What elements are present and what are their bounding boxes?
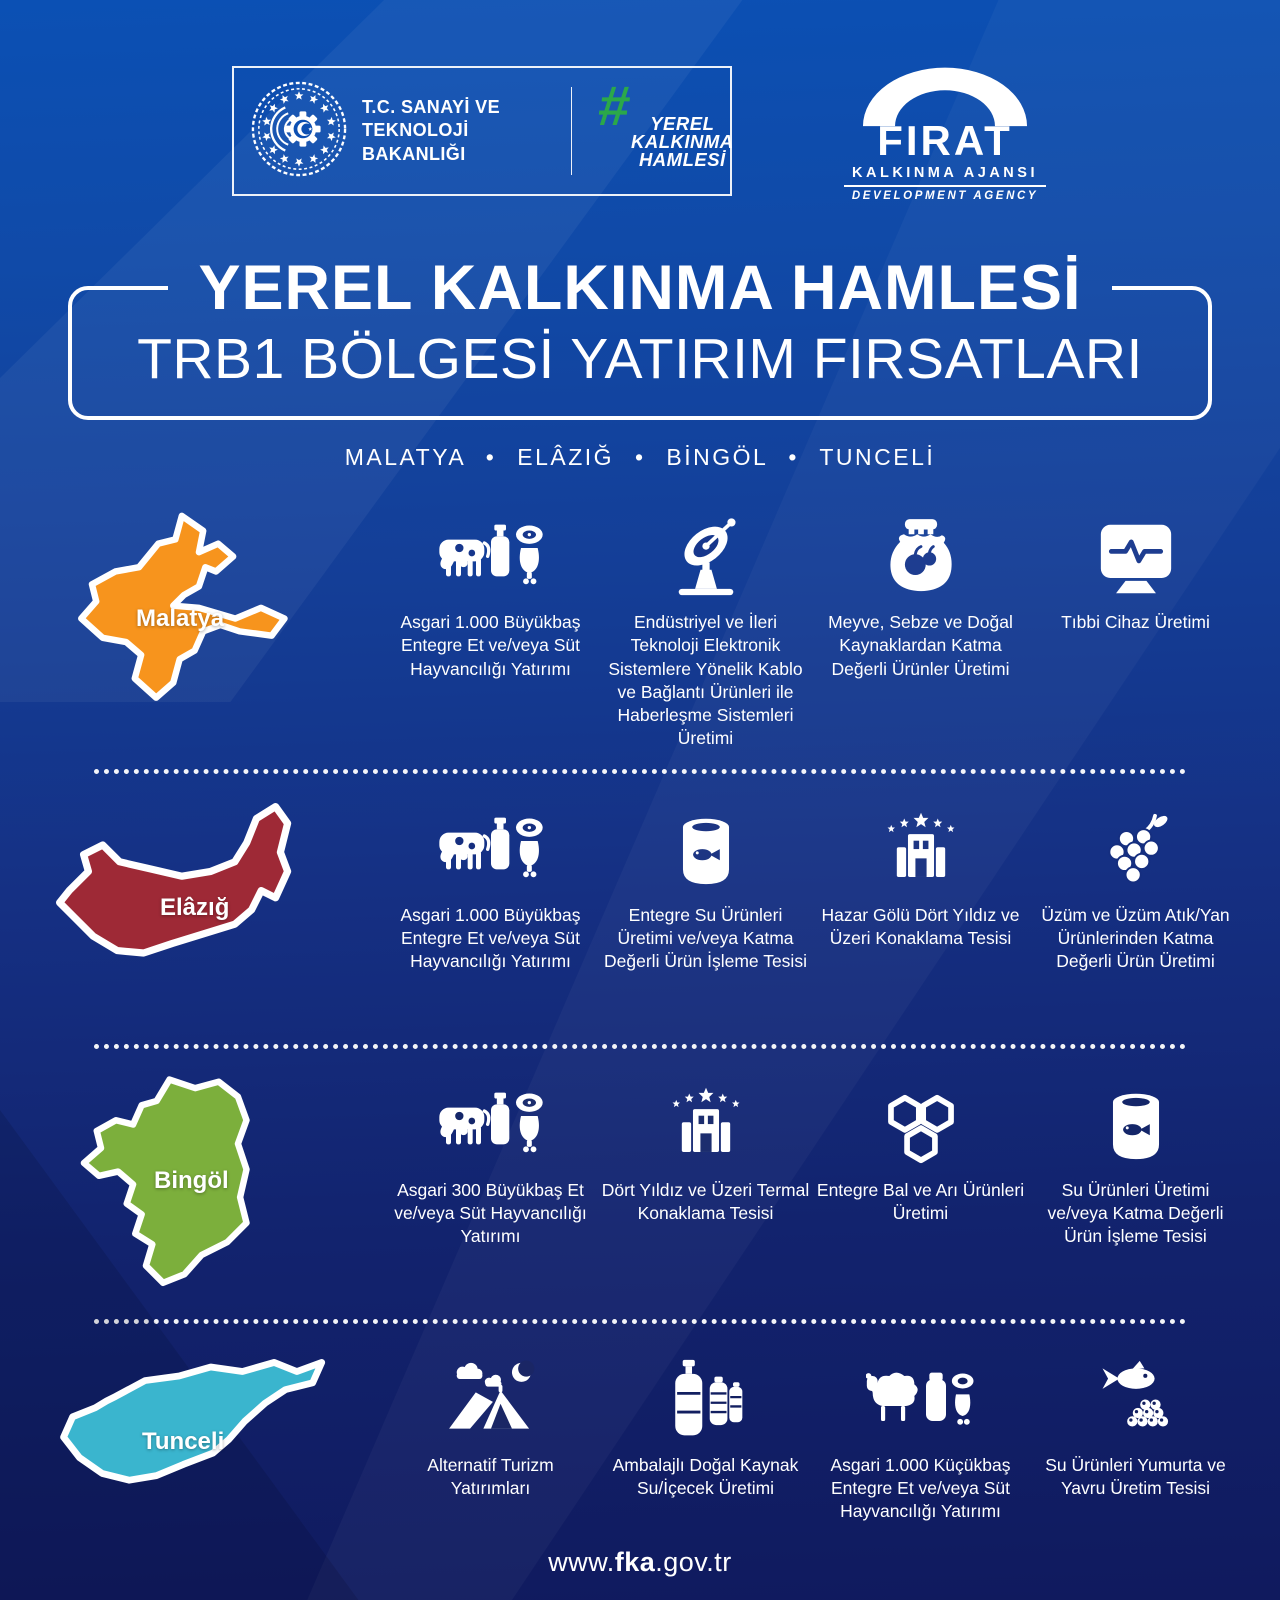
hotel-stars-icon — [664, 1077, 748, 1165]
satellite-dish-icon — [664, 509, 748, 597]
yerel-kalkinma-hamlesi-logo — [595, 74, 734, 183]
agency-rule — [844, 185, 1046, 187]
investment-item — [816, 1346, 1025, 1524]
investment-label: Entegre Bal ve Arı Ürünleri Üretimi — [816, 1179, 1025, 1223]
investment-item — [601, 503, 810, 751]
investment-item — [816, 503, 1025, 681]
hashtag-icon: # — [595, 74, 633, 137]
agency-subtitle-tr: KALKINMA AJANSI — [852, 165, 1038, 181]
investment-label: Meyve, Sebze ve Doğal Kaynaklardan Katma Değerli Ürünler Üretimi — [828, 612, 1013, 679]
footer-url-prefix: www. — [548, 1547, 615, 1577]
investment-item — [386, 796, 595, 974]
investment-item — [386, 503, 595, 681]
header — [0, 0, 1280, 212]
investment-item — [816, 1071, 1025, 1226]
investment-label: Su Ürünleri Yumurta ve Yavru Üretim Tesisi — [1045, 1454, 1226, 1498]
hashtag-word: YEREL — [650, 113, 715, 134]
investment-label: Su Ürünleri Üretimi ve/veya Katma Değerli Ürün İşleme Tesisi — [1047, 1179, 1224, 1247]
investment-label: Endüstriyel ve İleri Teknoloji Elektronik Sistemlere Yönelik Kablo ve Bağlantı Ürünleri ile Haberleşme Sistemleri Üretimi — [608, 612, 803, 749]
investment-label: Hazar Gölü Dört Yıldız ve Üzeri Konaklama Tesisi — [821, 904, 1020, 948]
investment-item — [816, 796, 1025, 951]
investment-item — [1031, 1346, 1240, 1501]
investment-item — [601, 1071, 810, 1226]
water-bottles-icon — [667, 1352, 745, 1440]
page-subtitle: TRB1 BÖLGESİ YATIRIM FIRSATLARI — [137, 327, 1143, 391]
ministry-emblem-icon — [250, 80, 348, 183]
medical-monitor-icon — [1094, 509, 1178, 597]
ministry-name-line2: TEKNOLOJİ BAKANLIĞI — [362, 120, 469, 164]
fish-roe-icon — [1092, 1352, 1180, 1440]
jam-jar-icon — [885, 509, 957, 597]
investment-item — [386, 1071, 595, 1249]
cattle-dairy-meat-icon — [436, 802, 546, 890]
elazig-map — [50, 796, 380, 1026]
investment-label: Dört Yıldız ve Üzeri Termal Konaklama Tesisi — [601, 1179, 810, 1223]
investment-label: Entegre Su Ürünleri Üretimi ve/veya Katma Değerli Ürün İşleme Tesisi — [604, 904, 807, 972]
investment-item — [601, 796, 810, 974]
region-name-label: Tunceli — [142, 1427, 225, 1455]
region-row-elazig — [0, 778, 1280, 1040]
grapes-icon — [1101, 802, 1171, 890]
investment-item — [386, 1346, 595, 1501]
canned-fish-icon — [671, 802, 741, 890]
hotel-stars-icon — [879, 802, 963, 890]
footer-url-brand: fka — [614, 1547, 656, 1577]
region-row-malatya — [0, 485, 1280, 765]
firat-development-agency-logo — [840, 62, 1050, 202]
region-name-label: Elâzığ — [160, 893, 230, 921]
region-name-label: Bingöl — [154, 1166, 229, 1194]
canned-fish-icon — [1101, 1077, 1171, 1165]
investment-label: Asgari 1.000 Büyükbaş Entegre Et ve/veya Süt Hayvancılığı Yatırımı — [400, 612, 581, 679]
ministry-logo-box — [232, 66, 732, 196]
logo-divider — [571, 87, 573, 175]
region-row-tunceli — [0, 1328, 1280, 1560]
row-separator — [94, 769, 1186, 774]
agency-subtitle-en: DEVELOPMENT AGENCY — [851, 190, 1039, 202]
investment-label: Ambalajlı Doğal Kaynak Su/İçecek Üretimi — [612, 1454, 799, 1498]
cattle-dairy-meat-icon — [436, 509, 546, 597]
region-name-label: Malatya — [136, 605, 225, 632]
malatya-map — [50, 503, 380, 733]
investment-label: Asgari 300 Büyükbaş Et ve/veya Süt Hayvancılığı Yatırımı — [394, 1179, 587, 1247]
ministry-name — [362, 96, 549, 166]
investment-item — [601, 1346, 810, 1501]
investment-label: Üzüm ve Üzüm Atık/Yan Ürünlerinden Katma Değerli Ürün Üretimi — [1041, 904, 1230, 972]
investment-item — [1031, 503, 1240, 634]
honeycomb-icon — [881, 1077, 961, 1165]
row-separator — [94, 1319, 1186, 1324]
investment-label: Tıbbi Cihaz Üretimi — [1061, 612, 1210, 632]
hashtag-words — [630, 115, 734, 169]
region-rows — [0, 485, 1280, 1560]
cattle-dairy-meat-icon — [436, 1077, 546, 1165]
hashtag-word: KALKINMA — [630, 131, 734, 153]
footer-url[interactable] — [0, 1547, 1280, 1578]
provinces-line: MALATYA • ELÂZIĞ • BİNGÖL • TUNCELİ — [344, 444, 936, 470]
row-separator — [94, 1044, 1186, 1049]
ministry-name-line1: T.C. SANAYİ VE — [362, 96, 500, 117]
title-box — [68, 252, 1212, 420]
footer-url-suffix: .gov.tr — [655, 1547, 732, 1577]
investment-item — [1031, 1071, 1240, 1249]
bingol-map — [50, 1071, 380, 1301]
page-title: YEREL KALKINMA HAMLESİ — [198, 253, 1082, 323]
investment-item — [1031, 796, 1240, 974]
investment-label: Asgari 1.000 Büyükbaş Entegre Et ve/veya Süt Hayvancılığı Yatırımı — [400, 904, 581, 972]
agency-name: FIRAT — [877, 117, 1013, 164]
tunceli-map — [50, 1346, 380, 1546]
region-row-bingol — [0, 1053, 1280, 1315]
investment-label: Alternatif Turizm Yatırımları — [427, 1454, 554, 1498]
hashtag-word: HAMLESİ — [638, 149, 726, 171]
tent-camping-icon — [445, 1352, 537, 1440]
investment-label: Asgari 1.000 Küçükbaş Entegre Et ve/veya Süt Hayvancılığı Yatırımı — [830, 1454, 1011, 1522]
sheep-dairy-meat-icon — [866, 1352, 976, 1440]
